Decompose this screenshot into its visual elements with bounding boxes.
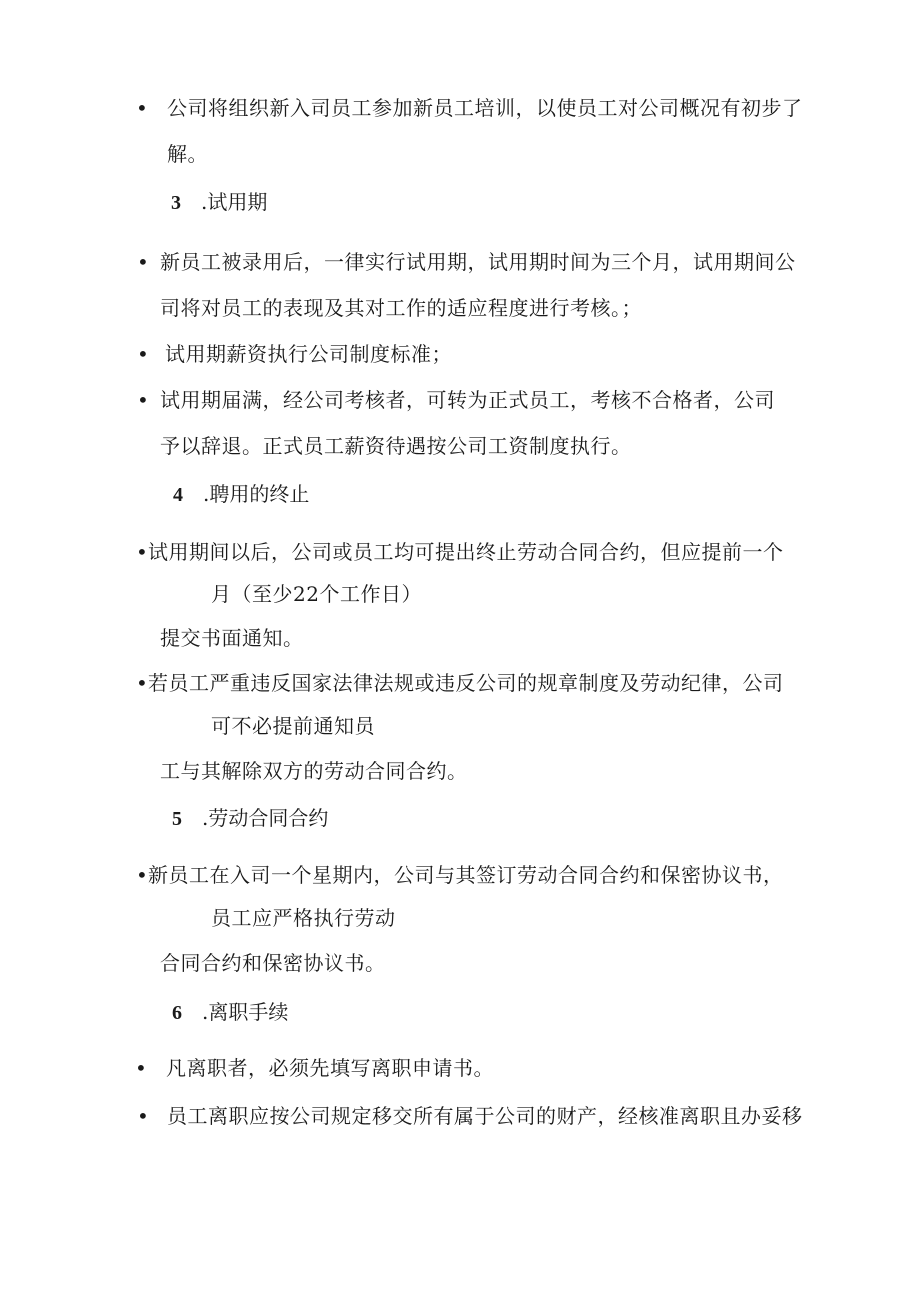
section-title: .劳动合同合约 xyxy=(202,806,329,830)
section-title: .聘用的终止 xyxy=(203,482,310,506)
section-heading xyxy=(172,805,328,832)
text-line: 员工应严格执行劳动 xyxy=(211,906,396,930)
text-line: 月（至少22个工作日） xyxy=(211,582,422,606)
section-title: .试用期 xyxy=(201,190,268,214)
section-number: 4 xyxy=(173,484,183,506)
text-line: 公司将组织新入司员工参加新员工培训，以使员工对公司概况有初步了 xyxy=(167,96,803,120)
bullet: • xyxy=(136,671,148,695)
bullet: • xyxy=(136,863,148,887)
text-line: 试用期届满，经公司考核者，可转为正式员工，考核不合格者，公司 xyxy=(160,388,775,412)
section-number: 5 xyxy=(172,808,182,830)
section-heading xyxy=(173,481,309,508)
text-line: 凡离职者，必须先填写离职申请书。 xyxy=(166,1056,494,1080)
bullet: • xyxy=(137,250,149,274)
text-line: 可不必提前通知员 xyxy=(211,714,375,738)
bullet: • xyxy=(135,1056,147,1080)
text-line: 新员工在入司一个星期内，公司与其签订劳动合同合约和保密协议书， xyxy=(148,863,784,887)
text-line: 解。 xyxy=(167,142,208,166)
text-line: 予以辞退。正式员工薪资待遇按公司工资制度执行。 xyxy=(160,434,632,458)
bullet: • xyxy=(136,96,148,120)
bullet: • xyxy=(137,388,149,412)
section-heading xyxy=(172,999,288,1026)
text-line: 试用期间以后，公司或员工均可提出终止劳动合同合约，但应提前一个 xyxy=(148,540,784,564)
text-line: 新员工被录用后，一律实行试用期，试用期时间为三个月，试用期间公 xyxy=(160,250,796,274)
section-number: 3 xyxy=(171,192,181,214)
text-line: 提交书面通知。 xyxy=(160,626,304,650)
section-number: 6 xyxy=(172,1002,182,1024)
text-line: 若员工严重违反国家法律法规或违反公司的规章制度及劳动纪律，公司 xyxy=(148,671,784,695)
bullet: • xyxy=(137,342,149,366)
text-line: 试用期薪资执行公司制度标准； xyxy=(165,342,452,366)
text-line: 工与其解除双方的劳动合同合约。 xyxy=(160,759,468,783)
text-line: 合同合约和保密协议书。 xyxy=(160,951,386,975)
section-heading xyxy=(171,189,267,216)
text-line: 员工离职应按公司规定移交所有属于公司的财产，经核准离职且办妥移 xyxy=(167,1104,803,1128)
section-title: .离职手续 xyxy=(202,1000,289,1024)
bullet: • xyxy=(137,1104,149,1128)
bullet: • xyxy=(136,540,148,564)
text-line: 司将对员工的表现及其对工作的适应程度进行考核。； xyxy=(160,296,642,320)
